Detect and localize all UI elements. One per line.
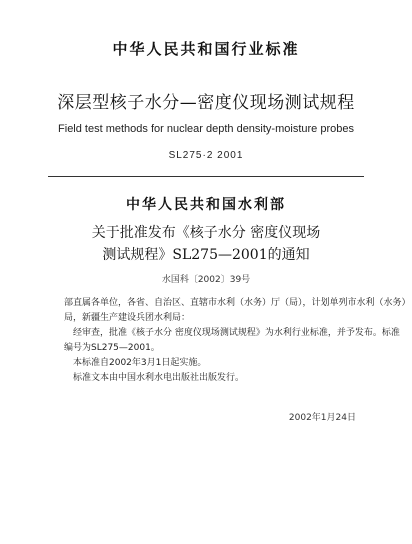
section-divider xyxy=(48,176,364,177)
notice-date: 2002年1月24日 xyxy=(288,413,356,423)
notice-body-line: 标准文本由中国水利水电出版社出版发行。 xyxy=(73,373,245,383)
notice-issuer: 中华人民共和国水利部 xyxy=(126,197,286,213)
standard-code: SL275·2 2001 xyxy=(168,150,244,161)
notice-body-line: 部直属各单位，各省、自治区、直辖市水利（水务）厅（局），计划单列市水利（水务） xyxy=(64,298,411,308)
notice-body-line: 经审查，批准《核子水分 密度仪现场测试规程》为水利行业标准，并予发布。标准 xyxy=(73,328,400,338)
notice-title-line-1: 关于批准发布《核子水分 密度仪现场 xyxy=(91,225,321,241)
notice-body-line: 编号为SL275—2001。 xyxy=(64,343,160,353)
standard-authority: 中华人民共和国行业标准 xyxy=(112,40,300,58)
standard-title: 深层型核子水分—密度仪现场测试规程 xyxy=(57,93,355,113)
standard-title-english: Field test methods for nuclear depth density-moisture probes xyxy=(58,123,354,135)
notice-body-line: 局，新疆生产建设兵团水利局： xyxy=(64,313,191,323)
notice-body-line: 本标准自2002年3月1日起实施。 xyxy=(73,358,207,368)
notice-body xyxy=(64,296,411,386)
notice-document-number: 水国科〔2002〕39号 xyxy=(161,275,251,285)
notice-title-line-2: 测试规程》SL275—2001的通知 xyxy=(102,247,310,263)
